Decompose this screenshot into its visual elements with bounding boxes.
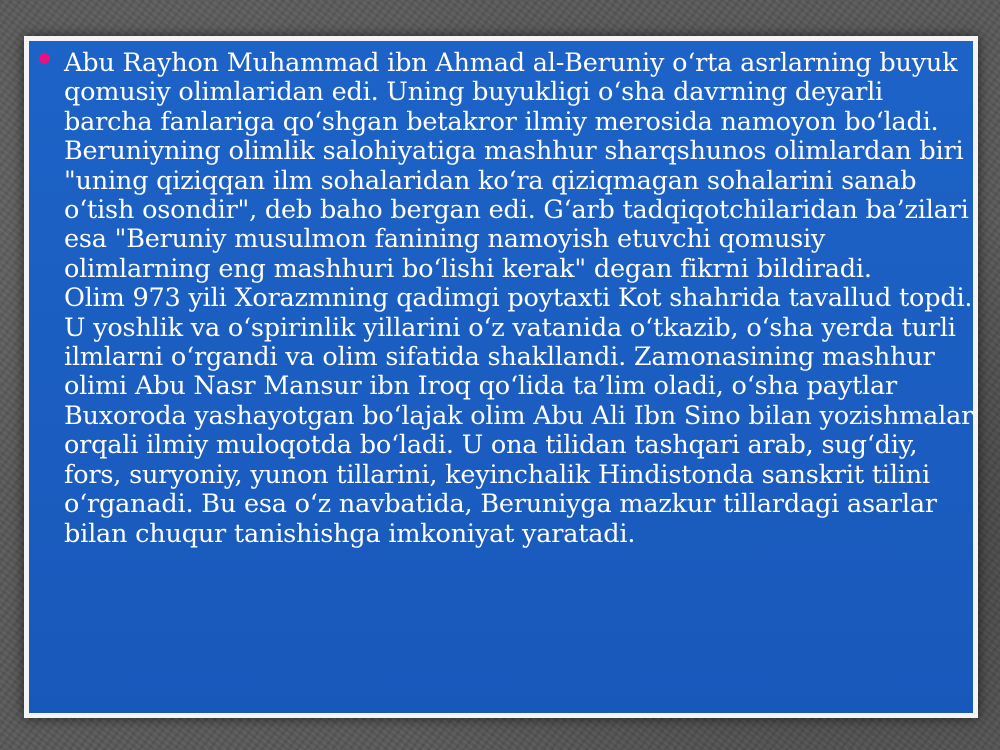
slide-text-block xyxy=(64,49,974,549)
bullet-dot-icon xyxy=(39,53,50,64)
slide-frame xyxy=(24,36,978,718)
paragraph-biography-intro: Abu Rayhon Muhammad ibn Ahmad al-Beruniy o‘rta asrlarning buyuk qomusiy olimlaridan edi. Uning buyukligi o‘sha davrning deyarli barcha fanlariga qo‘shgan betakror ilmiy merosida namoyon bo‘ladi. Beruniyning olimlik salohiyatiga mashhur sharqshunos olimlardan biri "uning qiziqqan ilm sohalaridan ko‘ra qiziqmagan sohalarini sanab o‘tish osondir", deb baho bergan edi. G‘arb tadqiqotchilaridan ba’zilari esa "Beruniy musulmon fanining namoyish etuvchi qomusiy olimlarning eng mashhuri bo‘lishi kerak" degan fikrni bildiradi. xyxy=(64,48,969,284)
paragraph-biography-early-life: Olim 973 yili Xorazmning qadimgi poytaxti Kot shahrida tavallud topdi. U yoshlik va o‘spirinlik yillarini o‘z vatanida o‘tkazib, o‘sha yerda turli ilmlarni o‘rgandi va olim sifatida shakllandi. Zamonasining mashhur olimi Abu Nasr Mansur ibn Iroq qo‘lida ta’lim oladi, o‘sha paytlar Buxoroda yashayotgan bo‘lajak olim Abu Ali Ibn Sino bilan yozishmalar orqali ilmiy muloqotda bo‘ladi. U ona tilidan tashqari arab, sug‘diy, fors, suryoniy, yunon tillarini, keyinchalik Hindistonda sanskrit tilini o‘rganadi. Bu esa o‘z navbatida, Beruniyga mazkur tillardagi asarlar bilan chuqur tanishishga imkoniyat yaratadi. xyxy=(64,283,974,549)
slide-content-panel xyxy=(29,41,973,713)
